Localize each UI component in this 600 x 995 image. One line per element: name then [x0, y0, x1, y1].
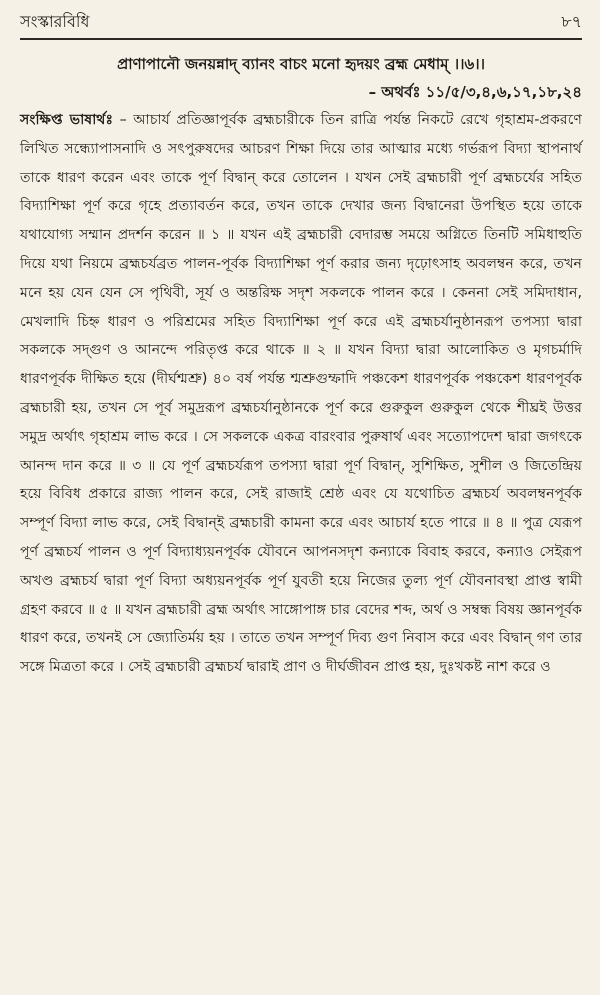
- page-number: ৮৭: [561, 12, 582, 31]
- verse-line: প্রাণাপানৌ জনয়ন্নাদ্ ব্যানং বাচং মনো হৃদয়ং ব্রহ্ম মেধাম্ ।।৬।।: [117, 55, 485, 73]
- verse-source: – অথর্বঃ ১১/৫/৩,৪,৬,১৭,১৮,২৪: [368, 83, 582, 101]
- summary-text: – আচার্য প্রতিজ্ঞাপূর্বক ব্রহ্মচারীকে তিন রাত্রি পর্যন্ত নিকটে রেখে গৃহাশ্রম-প্রকরণে লিখিত সন্ধ্যোপাসনাদি ও সৎপুরুষদের আচরণ শিক্ষা দিয়ে তার আত্মার মধ্যে গর্ভরূপ বিদ্যা স্থাপনার্থ তাকে ধারণ করেন এবং তাকে পূর্ণ বিদ্বান্ করে তোলেন । যখন সেই ব্রহ্মচারী পূর্ণ ব্রহ্মচর্যের সহিত বিদ্যাশিক্ষা পূর্ণ করে গৃহে প্রত্যাবর্তন করে, তখন তাকে দেখার জন্য বিদ্বানেরা উপস্থিত হয়ে তাকে যথাযোগ্য সম্মান প্রদর্শন করেন ॥ ১ ॥ যখন এই ব্রহ্মচারী বেদারম্ভ সময়ে অগ্নিতে তিনটি সমিধাহুতি দিয়ে যথা নিয়মে ব্রহ্মচর্যব্রত পালন-পূর্বক বিদ্যাশিক্ষা পূর্ণ করার জন্য দৃঢ়োৎসাহ অবলম্বন করে, তখন মনে হয় যেন যেন সে পৃথিবী, সূর্য ও অন্তরিক্ষ সদৃশ সকলকে পালন করে । কেননা সেই সমিদাধান, মেখলাদি চিহ্ন ধারণ ও পরিশ্রমের সহিত বিদ্যাশিক্ষা পূর্ণ করে এই ব্রহ্মচর্যানুষ্ঠানরূপ তপস্যা দ্বারা সকলকে সদ্গুণ ও আনন্দে পরিতৃপ্ত করে থাকে ॥ ২ ॥ যখন বিদ্যা দ্বারা আলোকিত ও মৃগচর্মাদি ধারণপূর্বক দীক্ষিত হয়ে (দীর্ঘশ্মশ্রু) ৪০ বর্ষ পর্যন্ত শ্মশ্রুগুম্ফাদি পঞ্চকেশ ধারণপূর্বক পঞ্চকেশ ধারণপূর্বক ব্রহ্মচারী হয়, তখন সে পূর্ব সমুদ্ররূপ ব্রহ্মচর্যানুষ্ঠানকে পূর্ণ করে গুরুকুল গুরুকুল থেকে শীঘ্রই উত্তর সমুদ্র অর্থাৎ গৃহাশ্রম লাভ করে । সে সকলকে একত্র বারংবার পুরুষার্থ এবং সত্যোপদেশ দ্বারা জগৎকে আনন্দ দান করে ॥ ৩ ॥ যে পূর্ণ ব্রহ্মচর্যরূপ তপস্যা দ্বারা পূর্ণ বিদ্বান্, সুশিক্ষিত, সুশীল ও জিতেন্দ্রিয় হয়ে বিবিধ প্রকারে রাজ্য পালন করে, সেই রাজাই শ্রেষ্ঠ এবং যে যথোচিত ব্রহ্মচর্য অবলম্বনপূর্বক সম্পূর্ণ বিদ্যা লাভ করে, সেই বিদ্বান্ই ব্রহ্মচারী কামনা করে এবং আচার্য হতে পারে ॥ ৪ ॥ পুত্র যেরূপ পূর্ণ ব্রহ্মচর্য পালন ও পূর্ণ বিদ্যাধ্যয়নপূর্বক যৌবনে আপনসদৃশ কন্যাকে বিবাহ করবে, কন্যাও সেইরূপ অখণ্ড ব্রহ্মচর্য দ্বারা পূর্ণ বিদ্যা অধ্যয়নপূর্বক পূর্ণ যুবতী হয়ে নিজের তুল্য পূর্ণ যৌবনাবস্থা প্রাপ্ত স্বামী গ্রহণ করবে ॥ ৫ ॥ যখন ব্রহ্মচারী ব্রহ্ম অর্থাৎ সাঙ্গোপাঙ্গ চার বেদের শব্দ, অর্থ ও সম্বন্ধ বিষয় জ্ঞানপূর্বক ধারণ করে, তখনই সে জ্যোতির্ময় হয় । তাতে তখন সম্পূর্ণ দিব্য গুণ নিবাস করে এবং বিদ্বান্ গণ তার সঙ্গে মিত্রতা করে । সেই ব্রহ্মচারী ব্রহ্মচর্য দ্বারাই প্রাণ ও দীর্ঘজীবন প্রাপ্ত হয়, দুঃখকষ্ট নাশ করে ও: [20, 112, 582, 676]
- summary-label: সংক্ষিপ্ত ভাষার্থঃ: [20, 112, 114, 128]
- page-header: [20, 10, 582, 40]
- running-title: সংস্কারবিধি: [20, 12, 90, 31]
- summary-paragraph: [20, 106, 582, 682]
